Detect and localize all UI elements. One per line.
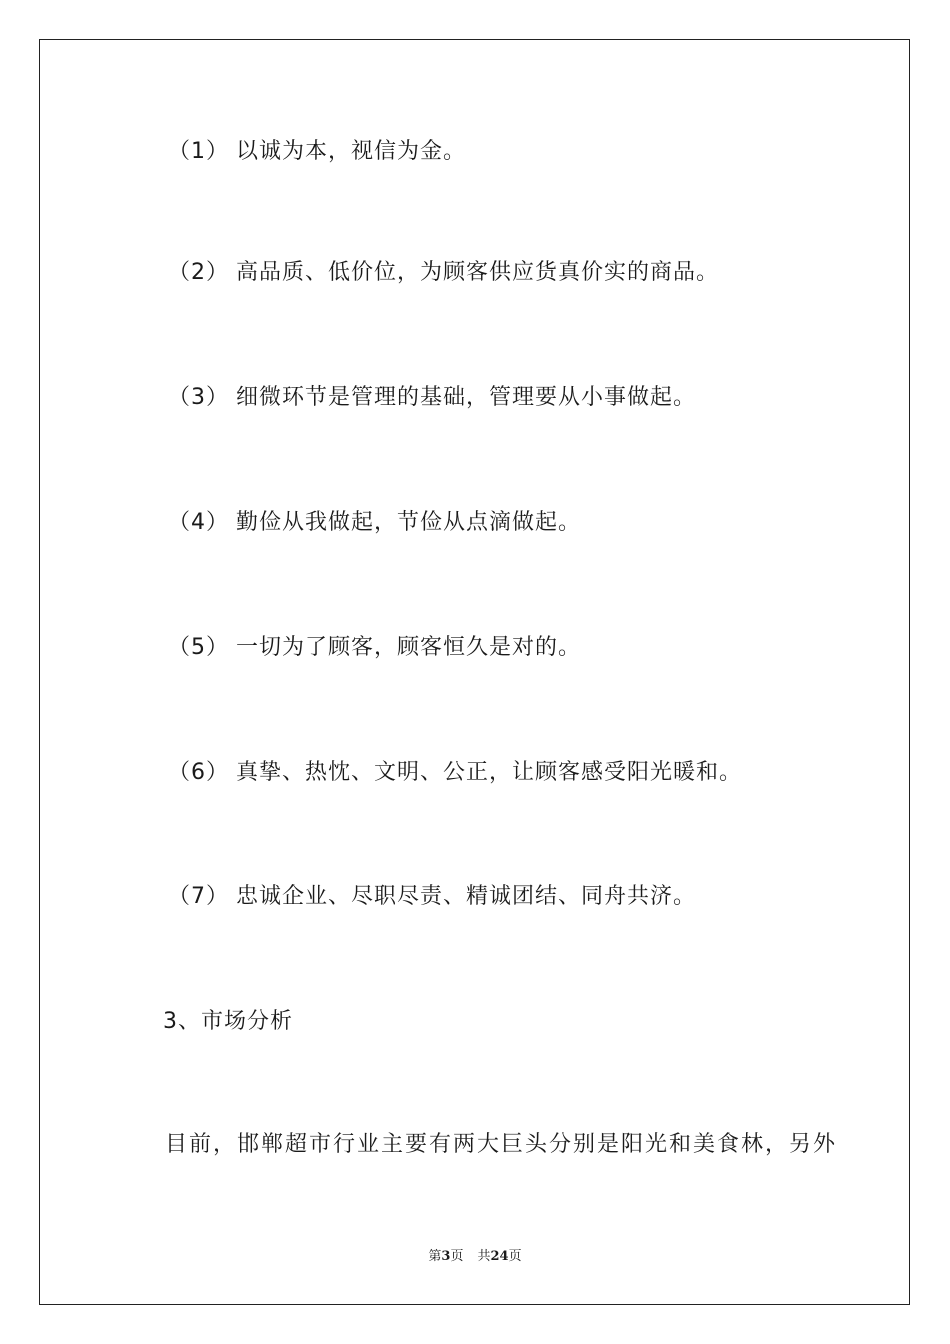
list-item-number: （1） <box>168 139 229 164</box>
page-footer <box>0 1249 950 1265</box>
footer-total-suffix: 页 <box>508 1249 522 1264</box>
body-paragraph: 目前，邯郸超市行业主要有两大巨头分别是阳光和美食林，另外 <box>165 1132 838 1157</box>
list-item <box>168 384 696 412</box>
footer-page-number: 3 <box>441 1249 451 1264</box>
list-item-number: （3） <box>168 385 229 410</box>
list-item-number: （7） <box>168 884 229 909</box>
footer-page-prefix: 第 <box>428 1249 442 1264</box>
list-item-text: 以诚为本，视信为金。 <box>236 139 467 164</box>
list-item-number: （6） <box>168 760 229 785</box>
list-item <box>168 259 719 287</box>
list-item-number: （4） <box>168 510 229 535</box>
footer-page-suffix: 页 <box>450 1249 464 1264</box>
page-border <box>39 39 910 1305</box>
list-item-text: 细微环节是管理的基础，管理要从小事做起。 <box>236 385 697 410</box>
list-item-text: 高品质、低价位，为顾客供应货真价实的商品。 <box>236 260 720 285</box>
list-item <box>168 634 581 662</box>
section-heading: 3、市场分析 <box>163 1009 293 1034</box>
list-item <box>168 138 466 166</box>
list-item-number: （5） <box>168 635 229 660</box>
list-item <box>168 509 581 537</box>
list-item-text: 一切为了顾客，顾客恒久是对的。 <box>236 635 582 660</box>
list-item-text: 忠诚企业、尽职尽责、精诚团结、同舟共济。 <box>236 884 697 909</box>
list-item <box>168 883 696 911</box>
list-item <box>168 759 742 787</box>
list-item-text: 勤俭从我做起，节俭从点滴做起。 <box>236 510 582 535</box>
footer-total-prefix: 共 <box>477 1249 491 1264</box>
footer-total-pages: 24 <box>490 1249 509 1264</box>
list-item-number: （2） <box>168 260 229 285</box>
list-item-text: 真挚、热忱、文明、公正，让顾客感受阳光暖和。 <box>236 760 743 785</box>
